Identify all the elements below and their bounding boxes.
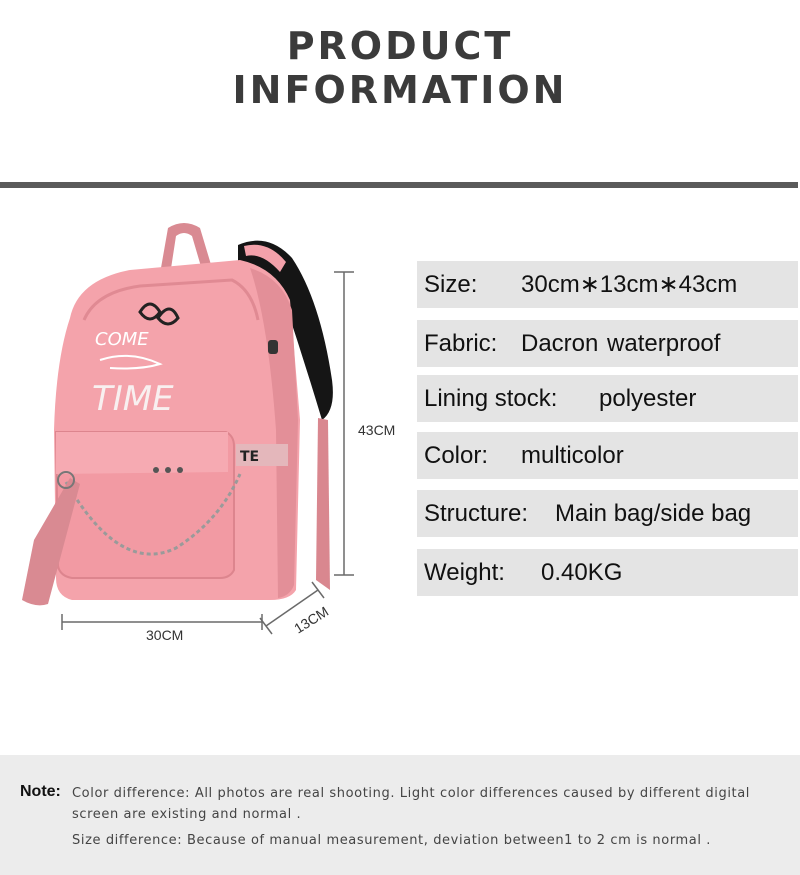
spec-value: polyester <box>599 385 697 412</box>
spec-value: Dacron waterproof <box>521 330 721 357</box>
spec-row-color <box>417 432 798 479</box>
svg-text:TE: TE <box>240 449 260 465</box>
spec-row-size <box>417 261 798 308</box>
backpack-image <box>0 200 420 660</box>
spec-value: 30cm∗13cm∗43cm <box>521 271 738 298</box>
note-line: screen are existing and normal . <box>72 807 302 822</box>
spec-row-structure <box>417 490 798 537</box>
width-label: 30CM <box>146 627 184 643</box>
note-heading: Note: <box>20 783 61 800</box>
note-line: Size difference: Because of manual measurement, deviation between1 to 2 cm is normal . <box>72 833 712 848</box>
page-title-line1: PRODUCT <box>286 24 514 68</box>
notes-panel <box>0 755 800 875</box>
height-label: 43CM <box>358 422 396 438</box>
spec-value: multicolor <box>521 442 624 469</box>
bag-print-line2: TIME <box>92 379 174 419</box>
spec-label: Size: <box>424 271 478 298</box>
note-line: Color difference: All photos are real shooting. Light color differences caused by different digital <box>72 786 751 801</box>
spec-label: Lining stock: <box>424 385 558 412</box>
bag-print-line1: COME <box>95 329 149 350</box>
page-title-line2: INFORMATION <box>232 68 568 112</box>
spec-label: Fabric: <box>424 330 498 357</box>
spec-row-lining <box>417 375 798 422</box>
spec-row-fabric <box>417 320 798 367</box>
divider <box>0 182 798 188</box>
spec-label: Color: <box>424 442 489 469</box>
depth-label: 13CM <box>291 603 332 637</box>
spec-row-weight <box>417 549 798 596</box>
spec-label: Structure: <box>424 500 529 527</box>
spec-value: 0.40KG <box>541 559 623 586</box>
spec-value: Main bag/side bag <box>555 500 752 527</box>
spec-label: Weight: <box>424 559 505 586</box>
